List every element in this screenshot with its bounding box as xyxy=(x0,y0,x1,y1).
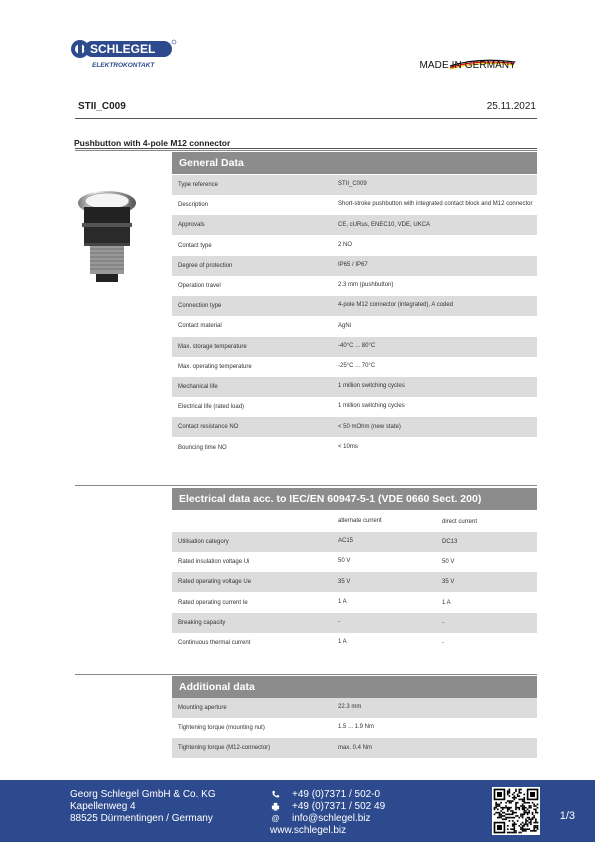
row-value-ac: AC15 xyxy=(338,538,354,545)
row-value: -25°C ... 70°C xyxy=(338,363,376,370)
table-row xyxy=(172,215,537,235)
col-direct-current: direct current xyxy=(442,519,478,525)
table-row xyxy=(172,337,537,357)
qr-code xyxy=(492,787,540,835)
schlegel-logo xyxy=(70,38,180,74)
table-row xyxy=(172,417,537,437)
row-value-ac: 1 A xyxy=(338,598,347,605)
section-divider xyxy=(75,674,537,675)
row-label: Continuous thermal current xyxy=(178,640,251,646)
row-value: STII_C009 xyxy=(338,181,367,188)
table-row xyxy=(172,438,537,458)
row-value: CE, cURus, ENEC10, VDE, UKCA xyxy=(338,221,431,228)
row-value-ac: 50 V xyxy=(338,558,351,565)
col-alternate-current: alternate current xyxy=(338,518,382,525)
row-label: Tightening torque (M12-connector) xyxy=(178,745,271,752)
table-row xyxy=(172,613,537,633)
product-title: Pushbutton with 4-pole M12 connector xyxy=(74,138,231,148)
row-value-ac: - xyxy=(338,619,340,626)
row-label: Rated operating current Ie xyxy=(178,599,248,606)
table-row xyxy=(172,572,537,592)
row-value-dc: 50 V xyxy=(442,559,455,566)
table-row xyxy=(172,738,537,758)
section-divider xyxy=(75,485,537,486)
row-value: AgNi xyxy=(338,322,352,329)
row-label: Contact resistance NO xyxy=(178,424,239,431)
footer-phone[interactable]: +49 (0)7371 / 502-0 xyxy=(292,789,381,800)
row-value-ac: 1 A xyxy=(338,639,347,646)
footer-fax[interactable]: +49 (0)7371 / 502 49 xyxy=(292,801,386,812)
row-value: < 10ms xyxy=(338,443,358,450)
footer-email[interactable]: info@schlegel.biz xyxy=(292,813,371,824)
row-label: Max. storage temperature xyxy=(178,343,247,350)
row-label: Rated insulation voltage Ui xyxy=(178,559,250,566)
table-row xyxy=(172,552,537,572)
row-label: Description xyxy=(178,202,209,209)
row-value: max. 0.4 Nm xyxy=(338,744,373,751)
footer-website[interactable]: www.schlegel.biz xyxy=(270,825,347,836)
row-value: 1.5 ... 1.9 Nm xyxy=(338,724,375,731)
row-label: Degree of protection xyxy=(178,262,233,269)
row-value-dc: DC13 xyxy=(442,539,458,545)
general-data-header: General Data xyxy=(172,152,537,174)
row-label: Breaking capacity xyxy=(178,619,226,626)
table-row xyxy=(172,633,537,653)
fax-icon xyxy=(271,802,280,811)
row-value: IP65 / IP67 xyxy=(338,262,368,269)
row-label: Mounting aperture xyxy=(178,705,227,711)
row-value: 1 million switching cycles xyxy=(338,403,405,410)
table-row xyxy=(172,256,537,276)
table-row xyxy=(172,593,537,613)
table-row xyxy=(172,357,537,377)
row-value-dc: 1 A xyxy=(442,599,451,606)
table-row xyxy=(172,195,537,215)
row-value: 22.3 mm xyxy=(338,704,362,711)
row-value: 2 NO xyxy=(338,241,353,248)
title-divider xyxy=(75,148,537,149)
table-row xyxy=(172,175,537,195)
row-label: Connection type xyxy=(178,303,222,310)
row-value-dc: - xyxy=(442,640,444,646)
row-label: Type reference xyxy=(178,182,219,188)
row-label: Mechanical life xyxy=(178,384,218,390)
footer-city: 88525 Dürmentingen / Germany xyxy=(70,813,213,824)
electrical-column-headers xyxy=(172,512,537,532)
row-value: Short-stroke pushbutton with integrated contact block and M12 connector xyxy=(338,201,533,208)
table-row xyxy=(172,296,537,316)
row-label: Max. operating temperature xyxy=(178,363,252,370)
logo-text: SCHLEGEL xyxy=(90,42,156,56)
row-label: Operation travel xyxy=(178,283,221,289)
row-label: Contact type xyxy=(178,242,212,249)
row-value-dc: - xyxy=(442,619,444,626)
row-value-ac: 35 V xyxy=(338,578,351,585)
row-value: 4-pole M12 connector (integrated), A coded xyxy=(338,302,454,309)
row-label: Contact material xyxy=(178,323,222,330)
row-label: Bouncing time NO xyxy=(178,444,227,451)
table-row xyxy=(172,532,537,552)
made-in-germany: MADE IN GERMANY xyxy=(419,60,516,71)
row-label: Tightening torque (mounting nut) xyxy=(178,725,265,732)
row-label: Approvals xyxy=(178,222,205,229)
footer-street: Kapellenweg 4 xyxy=(70,801,136,812)
row-value: 1 million switching cycles xyxy=(338,383,405,390)
table-row xyxy=(172,377,537,397)
row-value-dc: 35 V xyxy=(442,579,455,586)
row-label: Electrical life (rated load) xyxy=(178,404,245,411)
logo-subtext: ELEKTROKONTAKT xyxy=(92,62,155,69)
table-row xyxy=(172,397,537,417)
page-number: 1/3 xyxy=(559,810,575,822)
pushbutton-product-image xyxy=(76,183,138,293)
electrical-data-header: Electrical data acc. to IEC/EN 60947-5-1 (VDE 0660 Sect. 200) xyxy=(172,488,537,510)
row-value: 2.3 mm (pushbutton) xyxy=(338,282,394,289)
additional-data-header: Additional data xyxy=(172,676,537,698)
header-divider xyxy=(75,118,537,119)
row-label: Rated operating voltage Ue xyxy=(178,579,252,586)
at-icon: @ xyxy=(271,814,280,823)
phone-icon xyxy=(271,790,280,799)
row-value: -40°C ... 80°C xyxy=(338,342,376,349)
footer-company: Georg Schlegel GmbH & Co. KG xyxy=(70,789,216,800)
row-label: Utilisation category xyxy=(178,539,229,545)
table-row xyxy=(172,698,537,718)
section-divider xyxy=(75,150,537,151)
table-row xyxy=(172,718,537,738)
document-id: STII_C009 xyxy=(78,101,126,112)
row-value: < 50 mOhm (new state) xyxy=(338,423,401,430)
table-row xyxy=(172,316,537,336)
table-row xyxy=(172,236,537,256)
table-row xyxy=(172,276,537,296)
document-date: 25.11.2021 xyxy=(486,101,536,112)
